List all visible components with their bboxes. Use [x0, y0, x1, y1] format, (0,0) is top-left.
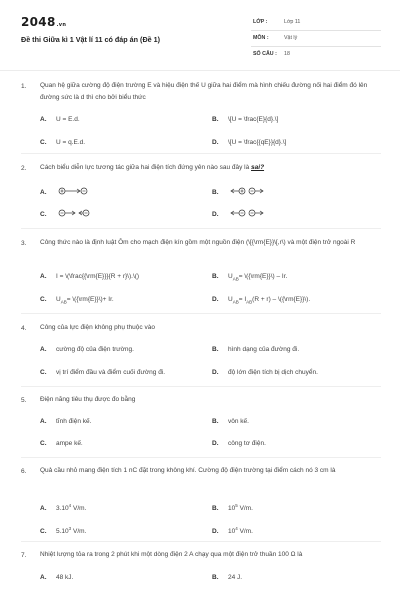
option-a[interactable]: A. 48 kJ. [40, 574, 74, 581]
option-c[interactable]: C. 5.10$^3$ V/m. [40, 526, 87, 536]
question-number: 4. [21, 325, 27, 332]
question-divider [21, 386, 381, 387]
option-a[interactable]: A. cường độ của điện trường. [40, 346, 134, 353]
header-divider [0, 70, 400, 71]
question-number: 3. [21, 240, 27, 247]
option-a[interactable]: A. U = E.d. [40, 116, 80, 123]
meta-label: LỚP : [253, 19, 268, 25]
option-d[interactable]: D. độ lớn điện tích bị dịch chuyển. [212, 369, 318, 376]
option-d[interactable]: D. công tơ điện. [212, 440, 266, 447]
option-d[interactable]: D. \[U = \frac{{qE}}{d}.\] [212, 139, 287, 146]
question-text: Điện năng tiêu thụ được đo bằng [40, 396, 136, 403]
question-text: Quả cầu nhỏ mang điện tích 1 nC đặt trong không khí. Cường độ điện trường tại điểm cách nó 3 cm là [40, 467, 336, 474]
option-b[interactable]: B. $U_{AB}=$ \({\rm{E}}\) – Ir. [212, 273, 288, 282]
question-text: Công của lực điện không phụ thuộc vào [40, 324, 155, 331]
force-diagram-icon [230, 209, 266, 217]
option-c[interactable]: C. [40, 209, 94, 218]
question-divider [21, 228, 381, 229]
question-text: Nhiệt lượng tỏa ra trong 2 phút khi một dòng điện 2 A chạy qua một điện trở thuần 100 Ω là [40, 551, 303, 558]
option-d[interactable]: D. [212, 209, 266, 218]
question-number: 5. [21, 397, 27, 404]
meta-value: Lớp 11 [284, 19, 301, 25]
force-diagram-icon [230, 187, 266, 195]
exam-title: Đề thi Giữa kì 1 Vật lí 11 có đáp án (Đề 1) [21, 35, 161, 44]
emphasis-sai: sai? [251, 164, 265, 171]
question-divider [21, 153, 381, 154]
meta-value: Vật lý [284, 35, 298, 41]
question-divider [21, 541, 381, 542]
option-b[interactable]: B. hình dạng của đường đi. [212, 346, 300, 353]
option-d[interactable]: D. $U_{AB}= I_{AB}(R + r)$ – \({\rm{E}}\). [212, 296, 311, 305]
force-diagram-icon [58, 187, 94, 195]
meta-label: MÔN : [253, 35, 269, 41]
option-d[interactable]: D. $10^4$ V/m. [212, 526, 253, 536]
question-text: Quan hệ giữa cường độ điện trường E và hiệu điện thế U giữa hai điểm mà hình chiếu đường nối hai điểm đó lên đường sức là d thì cho bởi biểu thức [40, 82, 368, 101]
option-b[interactable]: B. vôn kế. [212, 418, 249, 425]
option-a[interactable]: A. tĩnh điện kế. [40, 418, 92, 425]
meta-row-class [251, 15, 381, 31]
question-text: Cách biểu diễn lực tương tác giữa hai điện tích đứng yên nào sau đây là sai? [40, 164, 265, 171]
question-number: 6. [21, 468, 27, 475]
question-number: 2. [21, 165, 27, 172]
exam-meta-table [251, 15, 381, 62]
question-number: 7. [21, 552, 27, 559]
option-c[interactable]: C. U = q.E.d. [40, 139, 86, 146]
page-header [0, 0, 400, 70]
force-diagram-icon [58, 209, 94, 217]
option-c[interactable]: C. ampe kế. [40, 440, 83, 447]
option-b[interactable]: B. \[U = \frac{E}{d}.\] [212, 116, 279, 123]
question-divider [21, 313, 381, 314]
meta-label: SỐ CÂU : [253, 51, 277, 57]
question-number: 1. [21, 83, 27, 90]
option-a[interactable]: A. 3.10$^4$ V/m. [40, 503, 87, 513]
question-text: Công thức nào là định luật Ôm cho mạch điện kín gồm một nguồn điện (\[{\rm{E}}\[,r\) và một điện trở ngoài R [40, 239, 356, 246]
option-c[interactable]: C. $U_{AB}=$ \({\rm{E}}\)+ Ir. [40, 296, 114, 305]
meta-value: 18 [284, 51, 290, 57]
option-a[interactable]: A. I = \(\frac{{\rm{E}}}{R + r}\).\() [40, 273, 140, 280]
option-c[interactable]: C. vị trí điểm đầu và điểm cuối đường đi. [40, 369, 166, 376]
site-logo[interactable]: 2048.vn [21, 15, 67, 29]
question-divider [21, 457, 381, 458]
option-a[interactable]: A. [40, 187, 94, 196]
option-b[interactable]: B. [212, 187, 266, 196]
meta-row-count [251, 47, 381, 62]
meta-row-subject [251, 31, 381, 47]
option-b[interactable]: B. 24 J. [212, 574, 243, 581]
option-b[interactable]: B. $10^5$ V/m. [212, 503, 253, 513]
